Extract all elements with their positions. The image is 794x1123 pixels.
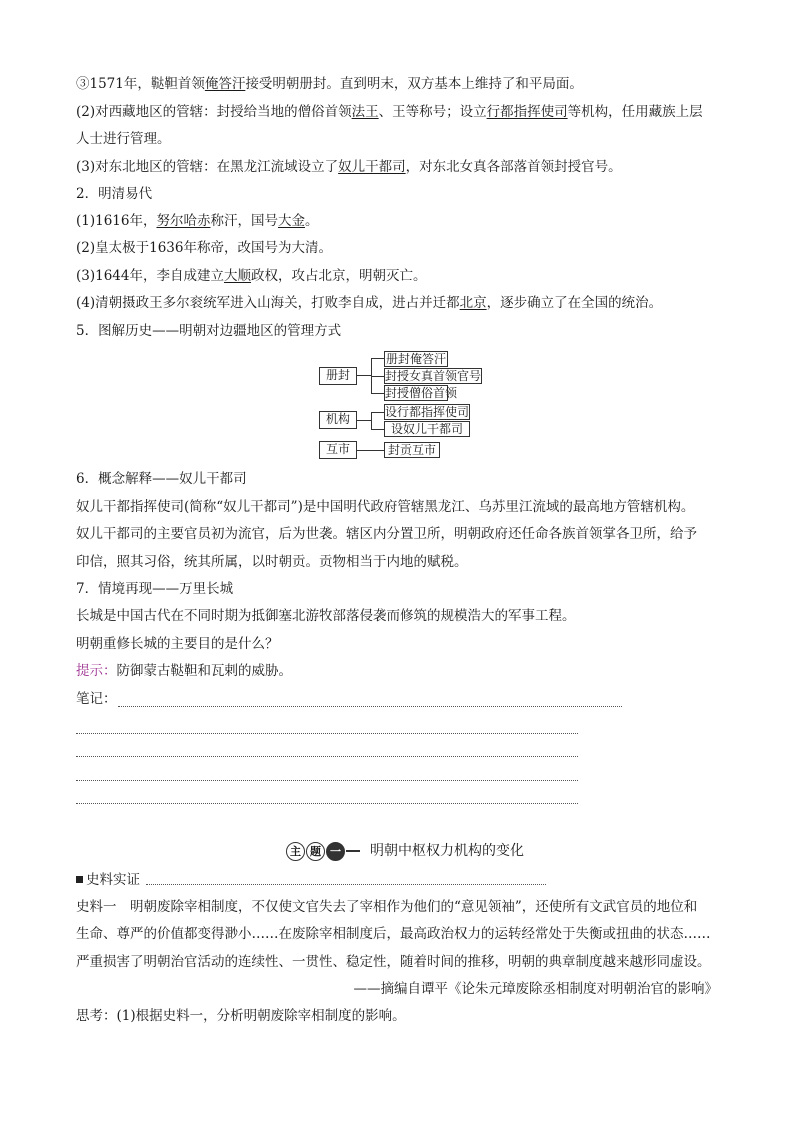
- section-subheading: 史料实证: [76, 870, 754, 890]
- square-bullet-icon: [76, 876, 83, 883]
- topic-badge: 主 题 一: [286, 842, 360, 861]
- paragraph-line: 严重损害了明朝治官活动的连续性、一贯性、稳定性，随着时间的推移，明朝的典章制度越来越形同虚设。: [76, 954, 711, 970]
- note-line[interactable]: [76, 780, 578, 781]
- diagram-item: 封贡互市: [384, 442, 440, 458]
- hint-line: 提示：防御蒙古鞑靼和瓦剌的威胁。: [76, 663, 292, 679]
- notes-label: 笔记：: [76, 691, 117, 707]
- dotted-leader: [146, 884, 546, 885]
- diagram-category-jigou: 机构: [319, 411, 357, 429]
- section-heading: 5．图解历史——明朝对边疆地区的管理方式: [76, 323, 342, 339]
- topic-heading: [286, 840, 524, 862]
- paragraph-line: ③1571年，鞑靼首领俺答汗接受明朝册封。直到明末，双方基本上维持了和平局面。: [76, 76, 583, 92]
- topic-title: 明朝中枢权力机构的变化: [370, 843, 524, 859]
- paragraph-line: (1)1616年，努尔哈赤称汗，国号大金。: [76, 213, 319, 229]
- connector: [357, 450, 384, 451]
- paragraph-line: (3)对东北地区的管辖：在黑龙江流域设立了奴儿干都司，对东北女真各部落首领封授官号。: [76, 159, 622, 175]
- diagram-category-hushi: 互市: [319, 441, 357, 459]
- paragraph-line: (4)清朝摄政王多尔衮统军进入山海关，打败李自成，进占并迁都北京，逐步确立了在全国的统治。: [76, 295, 663, 311]
- connector: [357, 420, 371, 421]
- connector: [371, 376, 384, 377]
- section-heading: 7．情境再现——万里长城: [76, 581, 234, 597]
- paragraph-line: 人士进行管理。: [76, 131, 171, 147]
- connector: [371, 358, 384, 359]
- connector: [371, 412, 384, 413]
- hint-label: 提示：: [76, 663, 117, 679]
- connector: [371, 393, 384, 394]
- connector: [371, 412, 372, 429]
- paragraph-line: 印信，照其习俗，统其所属，以时朝贡。贡物相当于内地的赋税。: [76, 554, 468, 570]
- diagram-item: 设行都指挥使司: [385, 405, 470, 419]
- note-line[interactable]: [76, 756, 578, 757]
- question-line: 思考：(1)根据史料一，分析明朝废除宰相制度的影响。: [76, 1008, 406, 1024]
- section-heading: 6．概念解释——奴儿干都司: [76, 471, 247, 487]
- paragraph-line: (3)1644年，李自成建立大顺政权，攻占北京，明朝灭亡。: [76, 268, 427, 284]
- question-line: 明朝重修长城的主要目的是什么？: [76, 636, 279, 652]
- connector: [357, 375, 371, 376]
- note-line[interactable]: [76, 733, 578, 734]
- diagram-item: 设奴儿干都司: [384, 421, 470, 437]
- paragraph-line: 生命、尊严的价值都变得渺小……在废除宰相制度后，最高政治权力的运转经常处于失衡或扭曲的状态……: [76, 926, 711, 942]
- diagram-item: 封授僧俗首领: [385, 386, 458, 400]
- paragraph-line: (2)皇太极于1636年称帝，改国号为大清。: [76, 240, 332, 256]
- diagram-item: 封授女真首领官号: [385, 369, 482, 383]
- section-heading: 2．明清易代: [76, 186, 153, 202]
- note-line[interactable]: [76, 803, 578, 804]
- diagram-item: 册封俺答汗: [385, 352, 446, 366]
- note-line[interactable]: [118, 706, 622, 707]
- source-citation: ——摘编自谭平《论朱元璋废除丞相制度对明朝治官的影响》: [353, 981, 718, 997]
- paragraph-line: 史料一 明朝废除宰相制度，不仅使文官失去了宰相作为他们的“意见领袖”，还使所有文武官员的地位和: [76, 899, 698, 915]
- connector: [371, 429, 384, 430]
- paragraph-line: 长城是中国古代在不同时期为抵御塞北游牧部落侵袭而修筑的规模浩大的军事工程。: [76, 608, 576, 624]
- paragraph-line: 奴儿干都司的主要官员初为流官，后为世袭。辖区内分置卫所，明朝政府还任命各族首领掌各卫所，给予: [76, 526, 697, 542]
- diagram-category-cefeng: 册封: [319, 367, 357, 385]
- paragraph-line: (2)对西藏地区的管辖：封授给当地的僧俗首领法王、王等称号；设立行都指挥使司等机构，任用藏族上层: [76, 104, 703, 120]
- paragraph-line: 奴儿干都指挥使司(简称“奴儿干都司”)是中国明代政府管辖黑龙江、乌苏里江流域的最高地方管辖机构。: [76, 499, 695, 515]
